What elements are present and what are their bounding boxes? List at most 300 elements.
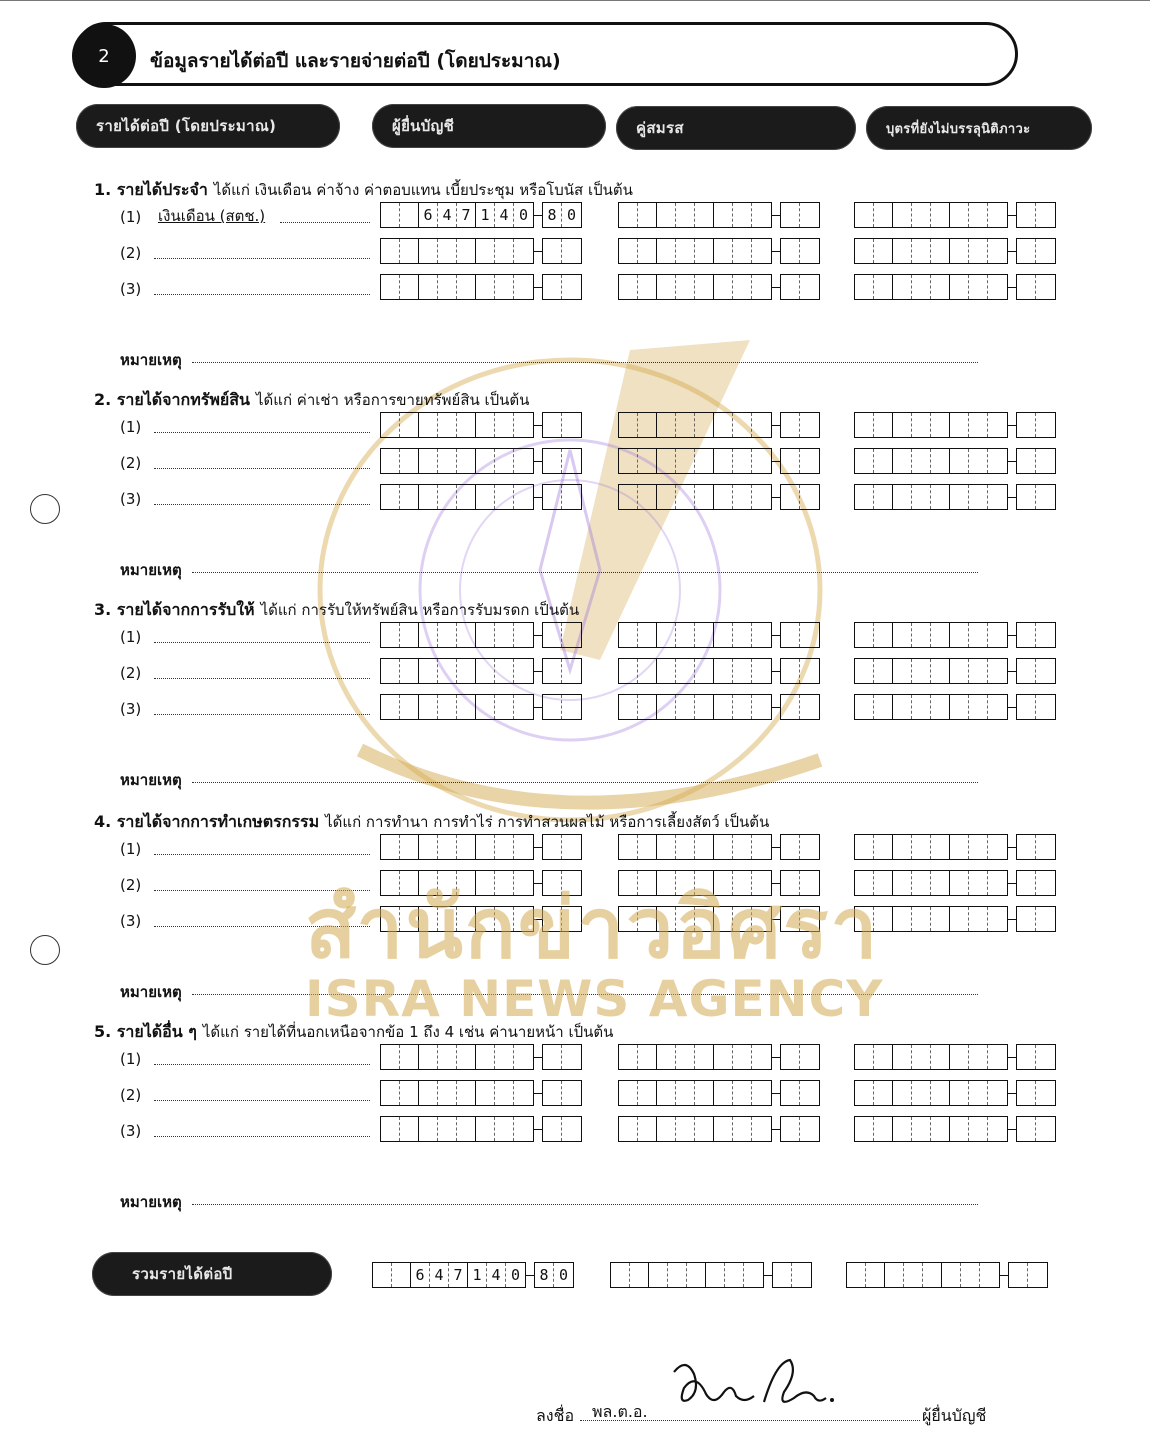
digit-cell[interactable] — [400, 275, 419, 299]
digit-cell[interactable] — [988, 239, 1007, 263]
digit-cell[interactable] — [457, 695, 476, 719]
digit-cell[interactable] — [874, 835, 893, 859]
declarant-cat1-row2-amount-cells[interactable] — [380, 238, 582, 264]
digit-cell[interactable] — [495, 695, 514, 719]
digit-cell[interactable] — [904, 1263, 923, 1287]
satang-cell[interactable] — [1036, 449, 1055, 473]
satang-cell[interactable] — [562, 1117, 581, 1141]
digit-cell[interactable] — [969, 695, 988, 719]
digit-cell[interactable]: 0 — [510, 1266, 521, 1284]
digit-cell[interactable] — [931, 1045, 950, 1069]
digit-cell[interactable] — [668, 1263, 687, 1287]
children-cat5-row2-amount-cells[interactable] — [854, 1080, 1056, 1106]
digit-cell[interactable] — [855, 695, 874, 719]
digit-cell[interactable] — [514, 695, 533, 719]
digit-cell[interactable] — [950, 449, 969, 473]
digit-cell[interactable] — [752, 203, 771, 227]
digit-cell[interactable] — [514, 1081, 533, 1105]
total-declarant-amount-cells[interactable] — [372, 1262, 574, 1288]
digit-cell[interactable] — [950, 835, 969, 859]
satang-cell[interactable] — [781, 275, 800, 299]
digit-cell[interactable] — [457, 1081, 476, 1105]
digit-cell[interactable] — [400, 485, 419, 509]
digit-cell[interactable] — [438, 659, 457, 683]
digit-cell[interactable] — [950, 413, 969, 437]
satang-cell[interactable] — [1036, 1081, 1055, 1105]
digit-cell[interactable] — [752, 695, 771, 719]
digit-cell[interactable] — [476, 449, 495, 473]
digit-cell[interactable]: 4 — [487, 1263, 506, 1287]
children-cat1-row3-amount-cells[interactable] — [854, 274, 1056, 300]
declarant-cat2-row1-amount-cells[interactable] — [380, 412, 582, 438]
digit-cell[interactable] — [855, 835, 874, 859]
digit-cell[interactable] — [874, 449, 893, 473]
digit-cell[interactable] — [419, 695, 438, 719]
digit-cell[interactable] — [733, 659, 752, 683]
digit-cell[interactable] — [733, 695, 752, 719]
digit-cell[interactable] — [638, 239, 657, 263]
digit-cell[interactable] — [419, 449, 438, 473]
satang-cell[interactable] — [1017, 1081, 1036, 1105]
satang-cell[interactable] — [1017, 1117, 1036, 1141]
digit-cell[interactable] — [950, 659, 969, 683]
satang-cell[interactable] — [800, 1117, 819, 1141]
spouse-cat3-row2-amount-cells[interactable] — [618, 658, 820, 684]
digit-cell[interactable] — [400, 659, 419, 683]
digit-cell[interactable] — [950, 1117, 969, 1141]
digit-cell[interactable] — [752, 1045, 771, 1069]
digit-cell[interactable] — [969, 413, 988, 437]
digit-cell[interactable] — [638, 1045, 657, 1069]
digit-cell[interactable] — [923, 1263, 942, 1287]
digit-cell[interactable] — [495, 485, 514, 509]
satang-cell[interactable] — [800, 485, 819, 509]
digit-cell[interactable] — [657, 1117, 676, 1141]
digit-cell[interactable] — [619, 623, 638, 647]
spouse-cat5-row3-amount-cells[interactable] — [618, 1116, 820, 1142]
digit-cell[interactable] — [676, 275, 695, 299]
digit-cell[interactable] — [752, 239, 771, 263]
spouse-cat1-row3-satang-group[interactable] — [780, 274, 820, 300]
satang-cell[interactable] — [781, 623, 800, 647]
digit-cell[interactable] — [950, 1045, 969, 1069]
digit-cell[interactable] — [400, 1045, 419, 1069]
declarant-cat4-row1-amount-cells[interactable] — [380, 834, 582, 860]
satang-cell[interactable] — [543, 1081, 562, 1105]
digit-cell[interactable] — [657, 835, 676, 859]
spouse-cat2-row1-satang-group[interactable] — [780, 412, 820, 438]
digit-cell[interactable] — [714, 485, 733, 509]
satang-cell[interactable] — [1017, 203, 1036, 227]
satang-cell[interactable] — [562, 835, 581, 859]
digit-cell[interactable] — [657, 413, 676, 437]
total-children-satang-group[interactable] — [1008, 1262, 1048, 1288]
digit-cell[interactable] — [988, 203, 1007, 227]
digit-cell[interactable] — [969, 623, 988, 647]
digit-cell[interactable] — [476, 413, 495, 437]
spouse-cat4-row1-amount-cells[interactable] — [618, 834, 820, 860]
digit-cell[interactable] — [969, 1117, 988, 1141]
digit-cell[interactable] — [438, 1045, 457, 1069]
digit-cell[interactable] — [514, 239, 533, 263]
children-cat3-row2-satang-group[interactable] — [1016, 658, 1056, 684]
spouse-cat1-row3-baht-group[interactable] — [618, 274, 772, 300]
digit-cell[interactable] — [961, 1263, 980, 1287]
digit-cell[interactable] — [495, 275, 514, 299]
digit-cell[interactable] — [676, 1045, 695, 1069]
satang-cell[interactable] — [562, 239, 581, 263]
digit-cell[interactable] — [619, 239, 638, 263]
children-cat4-row1-amount-cells[interactable] — [854, 834, 1056, 860]
digit-cell[interactable] — [893, 203, 912, 227]
digit-cell[interactable] — [874, 695, 893, 719]
digit-cell[interactable] — [893, 1045, 912, 1069]
satang-cell[interactable] — [781, 485, 800, 509]
digit-cell[interactable] — [988, 1081, 1007, 1105]
digit-cell[interactable] — [969, 239, 988, 263]
digit-cell[interactable] — [855, 413, 874, 437]
digit-cell[interactable] — [931, 1117, 950, 1141]
digit-cell[interactable] — [381, 203, 400, 227]
digit-cell[interactable] — [695, 1117, 714, 1141]
satang-cell[interactable] — [543, 413, 562, 437]
digit-cell[interactable] — [950, 695, 969, 719]
children-cat4-row3-amount-cells[interactable] — [854, 906, 1056, 932]
digit-cell[interactable] — [874, 623, 893, 647]
digit-cell[interactable] — [950, 871, 969, 895]
digit-cell[interactable]: 4 — [495, 203, 514, 227]
satang-cell[interactable] — [800, 623, 819, 647]
digit-cell[interactable] — [969, 659, 988, 683]
digit-cell[interactable] — [931, 485, 950, 509]
spouse-cat2-row3-satang-group[interactable] — [780, 484, 820, 510]
digit-cell[interactable] — [457, 1045, 476, 1069]
satang-cell[interactable] — [562, 275, 581, 299]
satang-cell[interactable] — [562, 485, 581, 509]
digit-cell[interactable]: 6 — [419, 203, 438, 227]
digit-cell[interactable] — [400, 239, 419, 263]
digit-cell[interactable] — [619, 1117, 638, 1141]
digit-cell[interactable] — [969, 907, 988, 931]
satang-cell[interactable]: 8 — [535, 1263, 554, 1287]
digit-cell[interactable] — [676, 413, 695, 437]
satang-cell[interactable] — [562, 695, 581, 719]
digit-cell[interactable] — [893, 485, 912, 509]
digit-cell[interactable] — [969, 449, 988, 473]
digit-cell[interactable] — [931, 907, 950, 931]
spouse-cat1-row2-baht-group[interactable] — [618, 238, 772, 264]
declarant-cat3-row1-amount-cells[interactable] — [380, 622, 582, 648]
digit-cell[interactable] — [912, 623, 931, 647]
declarant-cat5-row1-baht-group[interactable] — [380, 1044, 534, 1070]
satang-cell[interactable] — [1028, 1263, 1047, 1287]
digit-cell[interactable] — [695, 275, 714, 299]
digit-cell[interactable] — [695, 695, 714, 719]
children-cat2-row3-satang-group[interactable] — [1016, 484, 1056, 510]
spouse-cat1-row2-satang-group[interactable] — [780, 238, 820, 264]
satang-cell[interactable] — [1036, 275, 1055, 299]
digit-cell[interactable] — [514, 1117, 533, 1141]
digit-cell[interactable] — [950, 203, 969, 227]
digit-cell[interactable] — [874, 275, 893, 299]
total-spouse-amount-cells[interactable] — [610, 1262, 812, 1288]
satang-cell[interactable] — [543, 1117, 562, 1141]
declarant-cat1-row1-amount-cells[interactable] — [380, 202, 582, 228]
digit-cell[interactable] — [514, 1045, 533, 1069]
spouse-cat1-row2-amount-cells[interactable] — [618, 238, 820, 264]
digit-cell[interactable] — [514, 275, 533, 299]
satang-cell[interactable] — [800, 275, 819, 299]
digit-cell[interactable] — [438, 413, 457, 437]
digit-cell[interactable] — [931, 695, 950, 719]
spouse-cat3-row1-baht-group[interactable] — [618, 622, 772, 648]
digit-cell[interactable] — [988, 695, 1007, 719]
satang-cell[interactable] — [1036, 1117, 1055, 1141]
satang-cell[interactable] — [1017, 449, 1036, 473]
spouse-cat1-row1-amount-cells[interactable] — [618, 202, 820, 228]
digit-cell[interactable] — [495, 239, 514, 263]
declarant-cat3-row2-satang-group[interactable] — [542, 658, 582, 684]
digit-cell[interactable] — [969, 1081, 988, 1105]
digit-cell[interactable] — [733, 413, 752, 437]
satang-cell[interactable] — [543, 623, 562, 647]
spouse-cat2-row2-baht-group[interactable] — [618, 448, 772, 474]
spouse-cat5-row1-satang-group[interactable] — [780, 1044, 820, 1070]
declarant-cat2-row2-satang-group[interactable] — [542, 448, 582, 474]
satang-cell[interactable] — [800, 659, 819, 683]
digit-cell[interactable] — [893, 659, 912, 683]
spouse-cat3-row2-baht-group[interactable] — [618, 658, 772, 684]
digit-cell[interactable] — [638, 275, 657, 299]
digit-cell[interactable] — [988, 623, 1007, 647]
digit-cell[interactable] — [638, 485, 657, 509]
digit-cell[interactable] — [419, 659, 438, 683]
digit-cell[interactable] — [419, 1045, 438, 1069]
digit-cell[interactable] — [714, 695, 733, 719]
digit-cell[interactable] — [695, 659, 714, 683]
digit-cell[interactable] — [855, 659, 874, 683]
digit-cell[interactable] — [714, 413, 733, 437]
digit-cell[interactable] — [638, 623, 657, 647]
digit-cell[interactable] — [457, 449, 476, 473]
digit-cell[interactable] — [912, 659, 931, 683]
digit-cell[interactable] — [980, 1263, 999, 1287]
digit-cell[interactable] — [912, 835, 931, 859]
digit-cell[interactable] — [649, 1263, 668, 1287]
digit-cell[interactable] — [988, 907, 1007, 931]
digit-cell[interactable]: 0 — [518, 206, 529, 224]
spouse-cat3-row3-amount-cells[interactable] — [618, 694, 820, 720]
satang-cell[interactable] — [543, 695, 562, 719]
digit-cell[interactable] — [695, 623, 714, 647]
children-cat3-row3-amount-cells[interactable] — [854, 694, 1056, 720]
digit-cell[interactable]: 6 — [411, 1263, 430, 1287]
digit-cell[interactable] — [657, 1081, 676, 1105]
satang-cell[interactable] — [1017, 871, 1036, 895]
digit-cell[interactable] — [419, 623, 438, 647]
digit-cell[interactable] — [912, 1117, 931, 1141]
digit-cell[interactable] — [714, 449, 733, 473]
digit-cell[interactable] — [733, 1081, 752, 1105]
digit-cell[interactable] — [638, 413, 657, 437]
children-cat5-row3-baht-group[interactable] — [854, 1116, 1008, 1142]
spouse-cat1-row1-satang-group[interactable] — [780, 202, 820, 228]
digit-cell[interactable] — [495, 1045, 514, 1069]
digit-cell[interactable] — [619, 485, 638, 509]
digit-cell[interactable] — [657, 449, 676, 473]
digit-cell[interactable] — [695, 413, 714, 437]
digit-cell[interactable] — [714, 1117, 733, 1141]
digit-cell[interactable] — [874, 413, 893, 437]
digit-cell[interactable] — [931, 413, 950, 437]
satang-cell[interactable] — [773, 1263, 792, 1287]
children-cat4-row2-satang-group[interactable] — [1016, 870, 1056, 896]
total-spouse-baht-group[interactable] — [610, 1262, 764, 1288]
digit-cell[interactable] — [752, 623, 771, 647]
satang-cell[interactable] — [562, 623, 581, 647]
declarant-cat2-row3-baht-group[interactable] — [380, 484, 534, 510]
satang-cell[interactable] — [781, 1117, 800, 1141]
digit-cell[interactable] — [676, 485, 695, 509]
digit-cell[interactable] — [495, 1081, 514, 1105]
digit-cell[interactable] — [893, 623, 912, 647]
digit-cell[interactable] — [381, 239, 400, 263]
digit-cell[interactable] — [457, 275, 476, 299]
digit-cell[interactable] — [874, 1081, 893, 1105]
digit-cell[interactable] — [752, 275, 771, 299]
digit-cell[interactable] — [400, 1117, 419, 1141]
satang-cell[interactable] — [800, 449, 819, 473]
digit-cell[interactable] — [476, 239, 495, 263]
satang-cell[interactable] — [800, 239, 819, 263]
digit-cell[interactable] — [893, 695, 912, 719]
digit-cell[interactable] — [400, 449, 419, 473]
digit-cell[interactable]: 4 — [430, 1263, 449, 1287]
satang-cell[interactable] — [1017, 485, 1036, 509]
digit-cell[interactable] — [695, 1081, 714, 1105]
satang-cell[interactable] — [1036, 659, 1055, 683]
digit-cell[interactable] — [950, 239, 969, 263]
digit-cell[interactable] — [695, 835, 714, 859]
digit-cell[interactable] — [714, 203, 733, 227]
digit-cell[interactable] — [714, 1081, 733, 1105]
declarant-cat1-row3-amount-cells[interactable] — [380, 274, 582, 300]
declarant-cat2-row2-amount-cells[interactable] — [380, 448, 582, 474]
digit-cell[interactable] — [638, 449, 657, 473]
digit-cell[interactable] — [476, 1045, 495, 1069]
digit-cell[interactable] — [893, 835, 912, 859]
satang-cell[interactable] — [1036, 239, 1055, 263]
declarant-cat4-row1-satang-group[interactable] — [542, 834, 582, 860]
children-cat3-row1-amount-cells[interactable] — [854, 622, 1056, 648]
spouse-cat1-row1-baht-group[interactable] — [618, 202, 772, 228]
spouse-cat5-row3-satang-group[interactable] — [780, 1116, 820, 1142]
digit-cell[interactable] — [438, 695, 457, 719]
satang-cell[interactable] — [1017, 695, 1036, 719]
declarant-cat2-row3-satang-group[interactable] — [542, 484, 582, 510]
satang-cell[interactable] — [781, 1045, 800, 1069]
digit-cell[interactable] — [514, 449, 533, 473]
digit-cell[interactable] — [419, 1081, 438, 1105]
satang-cell[interactable] — [1017, 413, 1036, 437]
declarant-cat1-row3-baht-group[interactable] — [380, 274, 534, 300]
digit-cell[interactable] — [373, 1263, 392, 1287]
digit-cell[interactable] — [752, 449, 771, 473]
digit-cell[interactable] — [912, 275, 931, 299]
children-cat1-row3-baht-group[interactable] — [854, 274, 1008, 300]
digit-cell[interactable] — [874, 485, 893, 509]
digit-cell[interactable] — [381, 835, 400, 859]
digit-cell[interactable] — [714, 623, 733, 647]
spouse-cat2-row2-amount-cells[interactable] — [618, 448, 820, 474]
children-cat5-row2-satang-group[interactable] — [1016, 1080, 1056, 1106]
digit-cell[interactable] — [725, 1263, 744, 1287]
digit-cell[interactable] — [988, 1117, 1007, 1141]
digit-cell[interactable] — [733, 485, 752, 509]
spouse-cat2-row1-baht-group[interactable] — [618, 412, 772, 438]
digit-cell[interactable] — [676, 623, 695, 647]
children-cat2-row3-baht-group[interactable] — [854, 484, 1008, 510]
children-cat1-row1-baht-group[interactable] — [854, 202, 1008, 228]
digit-cell[interactable] — [476, 1081, 495, 1105]
children-cat3-row1-satang-group[interactable] — [1016, 622, 1056, 648]
spouse-cat4-row1-baht-group[interactable] — [618, 834, 772, 860]
digit-cell[interactable] — [969, 1045, 988, 1069]
digit-cell[interactable] — [438, 1117, 457, 1141]
satang-cell[interactable] — [543, 485, 562, 509]
satang-cell[interactable] — [800, 1045, 819, 1069]
digit-cell[interactable] — [733, 1045, 752, 1069]
children-cat2-row1-amount-cells[interactable] — [854, 412, 1056, 438]
declarant-cat1-row2-baht-group[interactable] — [380, 238, 534, 264]
digit-cell[interactable] — [476, 695, 495, 719]
digit-cell[interactable] — [400, 1081, 419, 1105]
digit-cell[interactable] — [400, 203, 419, 227]
digit-cell[interactable] — [855, 1117, 874, 1141]
digit-cell[interactable] — [912, 203, 931, 227]
digit-cell[interactable] — [419, 275, 438, 299]
digit-cell[interactable] — [476, 623, 495, 647]
declarant-cat2-row3-amount-cells[interactable] — [380, 484, 582, 510]
spouse-cat5-row2-satang-group[interactable] — [780, 1080, 820, 1106]
digit-cell[interactable] — [676, 203, 695, 227]
children-cat3-row2-baht-group[interactable] — [854, 658, 1008, 684]
digit-cell[interactable] — [638, 695, 657, 719]
digit-cell[interactable] — [855, 1081, 874, 1105]
digit-cell[interactable] — [619, 1045, 638, 1069]
declarant-cat2-row2-baht-group[interactable] — [380, 448, 534, 474]
digit-cell[interactable] — [931, 871, 950, 895]
spouse-cat3-row2-satang-group[interactable] — [780, 658, 820, 684]
digit-cell[interactable] — [438, 485, 457, 509]
note-dotted-line[interactable] — [192, 362, 978, 363]
satang-cell[interactable] — [781, 659, 800, 683]
digit-cell[interactable] — [893, 1081, 912, 1105]
digit-cell[interactable] — [912, 1045, 931, 1069]
children-cat5-row2-baht-group[interactable] — [854, 1080, 1008, 1106]
declarant-cat5-row3-amount-cells[interactable] — [380, 1116, 582, 1142]
satang-cell[interactable] — [1017, 907, 1036, 931]
satang-cell[interactable] — [1009, 1263, 1028, 1287]
digit-cell[interactable] — [619, 1081, 638, 1105]
spouse-cat2-row2-satang-group[interactable] — [780, 448, 820, 474]
spouse-cat5-row2-baht-group[interactable] — [618, 1080, 772, 1106]
digit-cell[interactable] — [381, 485, 400, 509]
digit-cell[interactable] — [893, 449, 912, 473]
declarant-cat4-row1-baht-group[interactable] — [380, 834, 534, 860]
digit-cell[interactable] — [392, 1263, 411, 1287]
digit-cell[interactable] — [733, 449, 752, 473]
